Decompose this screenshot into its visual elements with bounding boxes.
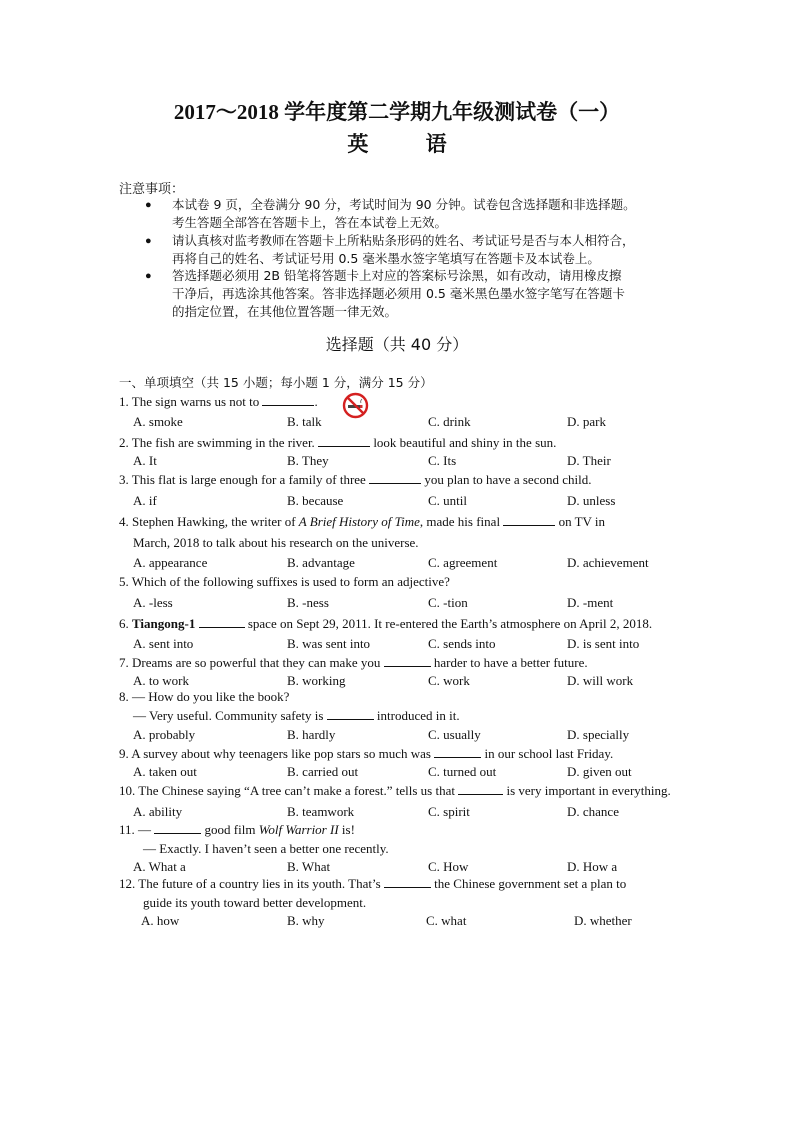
note-line: 本试卷 9 页，全卷满分 90 分，考试时间为 90 分钟。试卷包含选择题和非选择题。 — [172, 197, 636, 212]
section-title: 选择题（共 40 分） — [325, 335, 469, 354]
answer-option-a: A. ability — [133, 804, 183, 819]
answer-blank — [199, 616, 245, 628]
answer-option-b: B. why — [287, 913, 325, 928]
note-line: 请认真核对监考教师在答题卡上所粘贴条形码的姓名、考试证号是否与本人相符合， — [172, 233, 635, 248]
note-line: 干净后，再选涂其他答案。答非选择题必须用 0.5 毫米黑色墨水签字笔写在答题卡 — [172, 286, 625, 301]
stem-text: harder to have a better future. — [430, 655, 588, 670]
answer-option-c: C. what — [426, 913, 467, 928]
question-stem — [119, 689, 289, 705]
note-line: 的指定位置，在其他位置答题一律无效。 — [172, 304, 398, 319]
answer-option-b: B. hardly — [287, 727, 336, 742]
answer-option-a: A. to work — [133, 673, 189, 688]
bullet-icon: ● — [145, 235, 152, 247]
note-item — [172, 232, 682, 268]
answer-blank — [318, 435, 370, 447]
bullet-icon: ● — [145, 199, 152, 211]
book-title: Wolf Warrior II — [258, 822, 339, 837]
answer-option-d: D. park — [567, 414, 606, 429]
part-heading: 一、单项填空（共 15 小题；每小题 1 分，满分 15 分） — [119, 375, 433, 390]
answer-option-b: B. working — [287, 673, 346, 688]
notes-heading: 注意事项： — [119, 182, 185, 197]
answer-option-b: B. What — [287, 859, 331, 874]
stem-text: 1. The sign warns us not to — [119, 394, 263, 409]
question-stem — [119, 616, 652, 632]
question-stem — [119, 655, 588, 671]
answer-option-c: C. usually — [428, 727, 481, 742]
note-item — [172, 196, 682, 232]
answer-option-c: C. -tion — [428, 595, 468, 610]
answer-option-d: D. given out — [567, 764, 632, 779]
bullet-icon: ● — [145, 270, 152, 282]
answer-option-b: B. was sent into — [287, 636, 371, 651]
stem-text: guide its youth toward better development. — [143, 895, 367, 910]
answer-option-d: D. Their — [567, 453, 611, 468]
answer-option-a: A. What a — [133, 859, 186, 874]
stem-text: good film — [201, 822, 259, 837]
answer-blank — [262, 394, 314, 406]
answer-option-d: D. chance — [567, 804, 619, 819]
stem-text: introduced in it. — [373, 708, 460, 723]
stem-text: 4. Stephen Hawking, the writer of — [119, 514, 299, 529]
answer-option-c: C. until — [428, 493, 468, 508]
answer-option-a: A. how — [141, 913, 180, 928]
note-line: 考生答题全部答在答题卡上，答在本试卷上无效。 — [172, 215, 448, 230]
question-stem — [119, 783, 671, 799]
stem-text: — Very useful. Community safety is — [133, 708, 327, 723]
note-line: 再将自己的姓名、考试证号用 0.5 毫米墨水签字笔填写在答题卡及本试卷上。 — [172, 251, 600, 266]
stem-text: 3. This flat is large enough for a family of three — [119, 472, 370, 487]
answer-option-d: D. will work — [567, 673, 634, 688]
stem-text: 6. — [119, 616, 132, 631]
question-stem — [119, 574, 450, 590]
answer-option-d: D. achievement — [567, 555, 649, 570]
stem-text: 7. Dreams are so powerful that they can make you — [119, 655, 384, 670]
answer-option-d: D. unless — [567, 493, 616, 508]
answer-option-d: D. is sent into — [567, 636, 640, 651]
answer-blank — [384, 876, 431, 888]
no-smoking-icon — [342, 392, 369, 419]
question-stem-continued — [143, 895, 366, 911]
answer-option-d: D. -ment — [567, 595, 614, 610]
stem-text: you plan to have a second child. — [421, 472, 592, 487]
answer-option-a: A. taken out — [133, 764, 197, 779]
answer-option-b: B. teamwork — [287, 804, 355, 819]
stem-text: March, 2018 to talk about his research on the universe. — [133, 535, 419, 550]
answer-option-c: C. turned out — [428, 764, 497, 779]
question-stem-continued — [143, 841, 389, 857]
answer-option-d: D. specially — [567, 727, 630, 742]
answer-option-b: B. because — [287, 493, 344, 508]
answer-option-b: B. carried out — [287, 764, 359, 779]
question-stem — [119, 822, 355, 838]
stem-text: . — [314, 394, 318, 409]
stem-text: on TV in — [555, 514, 606, 529]
question-stem-continued — [133, 708, 460, 724]
answer-option-a: A. if — [133, 493, 157, 508]
stem-text: 11. — — [119, 822, 155, 837]
stem-text: 10. The Chinese saying “A tree can’t make a forest.” tells us that — [119, 783, 459, 798]
stem-text: the Chinese government set a plan to — [430, 876, 627, 891]
stem-text: space on Sept 29, 2011. It re-entered the Earth’s atmosphere on April 2, 2018. — [244, 616, 653, 631]
answer-blank — [154, 822, 201, 834]
stem-text: 2. The fish are swimming in the river. — [119, 435, 319, 450]
answer-blank — [327, 708, 374, 720]
answer-blank — [434, 746, 481, 758]
answer-option-b: B. advantage — [287, 555, 355, 570]
stem-text: 8. — How do you like the book? — [119, 689, 290, 704]
answer-option-c: C. How — [428, 859, 469, 874]
answer-option-a: A. appearance — [133, 555, 208, 570]
spacecraft-name: Tiangong-1 — [132, 616, 196, 631]
answer-option-c: C. drink — [428, 414, 471, 429]
question-stem — [119, 876, 626, 892]
answer-option-a: A. It — [133, 453, 157, 468]
stem-text: , made his final — [419, 514, 504, 529]
exam-title: 2017～2018 学年度第二学期九年级测试卷（一） — [173, 100, 621, 124]
answer-option-b: B. -ness — [287, 595, 329, 610]
answer-option-c: C. work — [428, 673, 470, 688]
subject-title: 英 语 — [347, 132, 473, 156]
answer-option-c: C. agreement — [428, 555, 498, 570]
stem-text: 12. The future of a country lies in its youth. That’s — [119, 876, 384, 891]
answer-blank — [384, 655, 431, 667]
stem-text: is! — [338, 822, 355, 837]
stem-text: in our school last Friday. — [481, 746, 614, 761]
book-title: A Brief History of Time — [298, 514, 420, 529]
answer-option-a: A. -less — [133, 595, 173, 610]
answer-option-b: B. talk — [287, 414, 322, 429]
answer-option-b: B. They — [287, 453, 329, 468]
answer-option-a: A. sent into — [133, 636, 194, 651]
answer-blank — [369, 472, 421, 484]
note-item — [172, 267, 682, 321]
answer-blank — [503, 514, 555, 526]
stem-text: 5. Which of the following suffixes is used to form an adjective? — [119, 574, 450, 589]
answer-blank — [458, 783, 503, 795]
answer-option-c: C. Its — [428, 453, 457, 468]
question-stem — [119, 435, 556, 451]
stem-text: 9. A survey about why teenagers like pop stars so much was — [119, 746, 435, 761]
question-stem — [119, 746, 613, 762]
stem-text: look beautiful and shiny in the sun. — [370, 435, 557, 450]
question-stem — [119, 394, 318, 410]
answer-option-d: D. How a — [567, 859, 618, 874]
answer-option-c: C. spirit — [428, 804, 470, 819]
stem-text: is very important in everything. — [503, 783, 671, 798]
answer-option-a: A. probably — [133, 727, 196, 742]
question-stem — [119, 472, 591, 488]
stem-text: — Exactly. I haven’t seen a better one recently. — [143, 841, 389, 856]
question-stem — [119, 514, 605, 530]
answer-option-d: D. whether — [574, 913, 632, 928]
answer-option-c: C. sends into — [428, 636, 496, 651]
note-line: 答选择题必须用 2B 铅笔将答题卡上对应的答案标号涂黑，如有改动，请用橡皮擦 — [172, 268, 622, 283]
question-stem-continued — [133, 535, 419, 551]
answer-option-a: A. smoke — [133, 414, 183, 429]
